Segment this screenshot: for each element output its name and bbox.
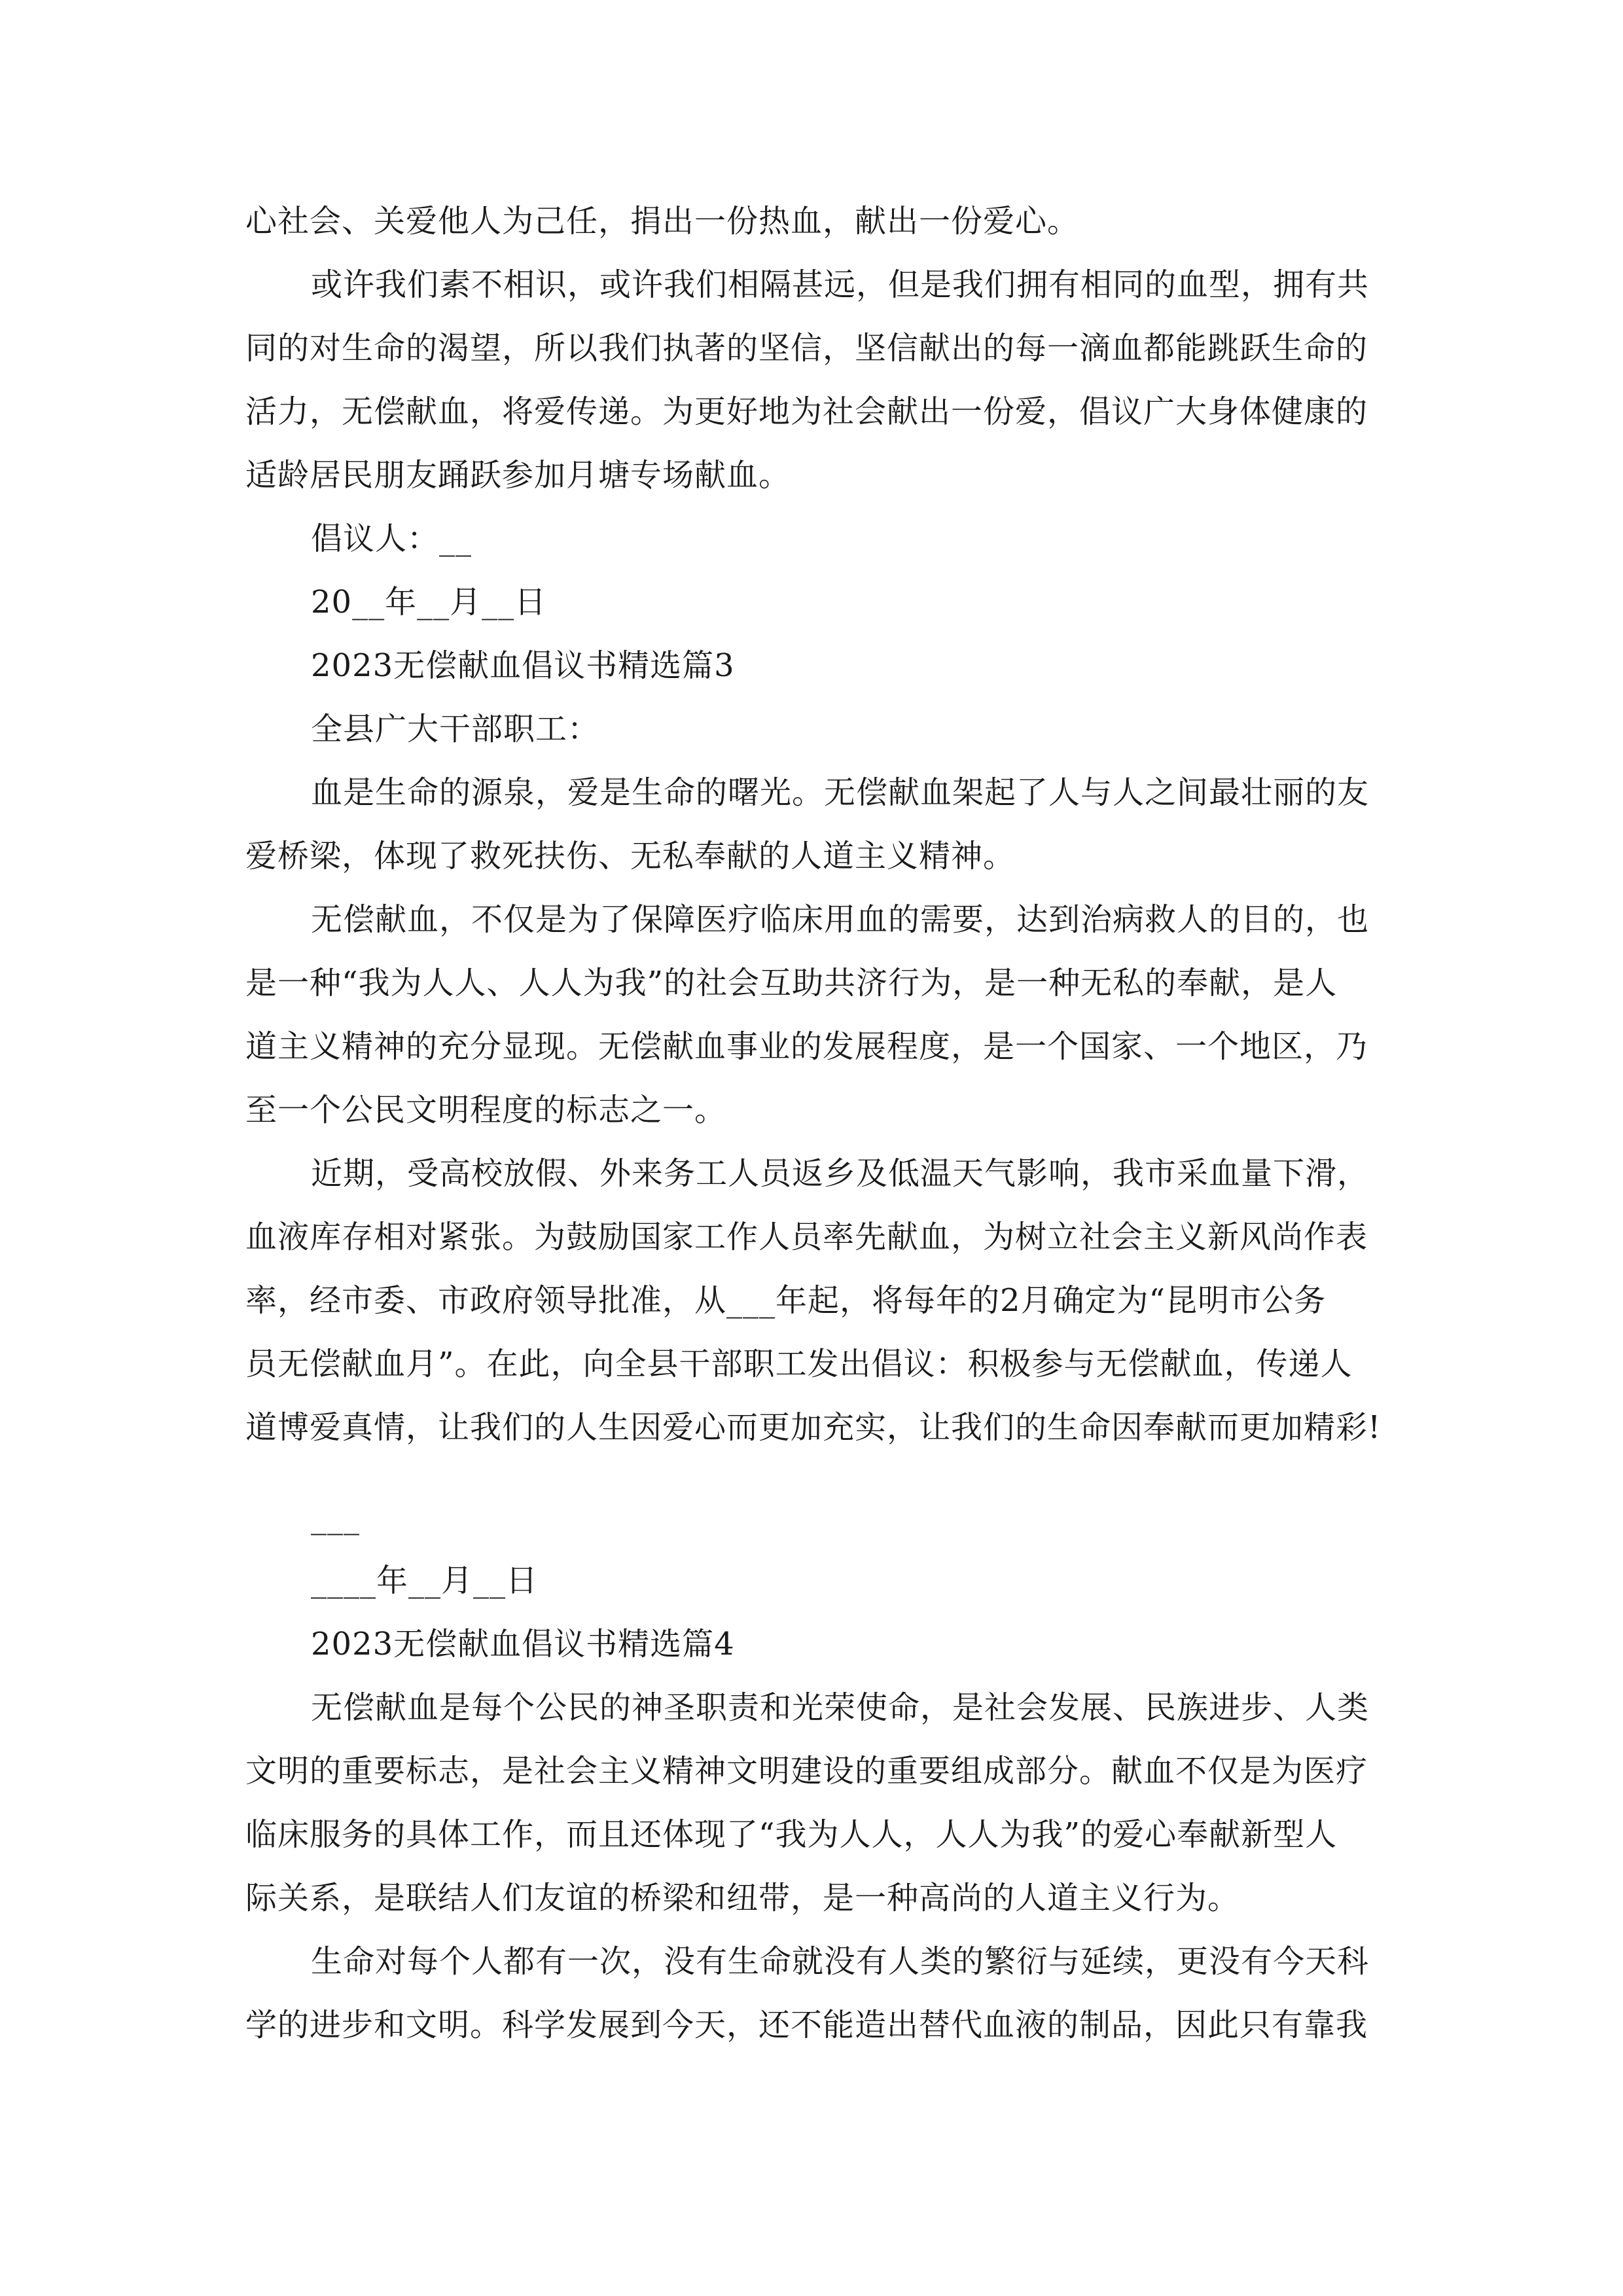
paragraph-line: 临床服务的具体工作，而且还体现了“我为人人，人人为我”的爱心奉献新型人 bbox=[245, 1816, 1338, 1853]
paragraph-line: 道主义精神的充分显现。无偿献血事业的发展程度，是一个国家、一个地区，乃 bbox=[245, 1028, 1368, 1065]
section-title: 2023无偿献血倡议书精选篇3 bbox=[311, 647, 735, 684]
salutation: 全县广大干部职工： bbox=[311, 711, 600, 747]
date-line: 20__年__月__日 bbox=[311, 584, 547, 620]
paragraph-line: 血液库存相对紧张。为鼓励国家工作人员率先献血，为树立社会主义新风尚作表 bbox=[245, 1219, 1368, 1255]
paragraph-line: 至一个公民文明程度的标志之一。 bbox=[245, 1092, 727, 1128]
paragraph-line: 率，经市委、市政府领导批准，从___年起，将每年的2月确定为“昆明市公务 bbox=[245, 1282, 1327, 1319]
paragraph-line: 适龄居民朋友踊跃参加月塘专场献血。 bbox=[245, 457, 791, 493]
paragraph-line: 学的进步和文明。科学发展到今天，还不能造出替代血液的制品，因此只有靠我 bbox=[245, 2007, 1368, 2043]
paragraph-line: 员无偿献血月”。在此，向全县干部职工发出倡议：积极参与无偿献血，传递人 bbox=[245, 1346, 1353, 1382]
paragraph-line: 活力，无偿献血，将爱传递。为更好地为社会献出一份爱，倡议广大身体健康的 bbox=[245, 393, 1368, 430]
paragraph-line: 道博爱真情，让我们的人生因爱心而更加充实，让我们的生命因奉献而更加精彩! bbox=[245, 1409, 1382, 1446]
paragraph-line: 际关系，是联结人们友谊的桥梁和纽带，是一种高尚的人道主义行为。 bbox=[245, 1880, 1240, 1916]
section-title: 2023无偿献血倡议书精选篇4 bbox=[311, 1626, 735, 1662]
paragraph-line: 心社会、关爱他人为己任，捐出一份热血，献出一份爱心。 bbox=[245, 203, 1080, 240]
document-page bbox=[245, 190, 1384, 2057]
paragraph-line: 文明的重要标志，是社会主义精神文明建设的重要组成部分。献血不仅是为医疗 bbox=[245, 1753, 1368, 1789]
spacer bbox=[245, 1460, 1384, 1486]
signature-line: 倡议人：__ bbox=[311, 520, 473, 557]
paragraph-line: 血是生命的源泉，爱是生命的曙光。无偿献血架起了人与人之间最壮丽的友 bbox=[311, 774, 1370, 811]
signature-line: ___ bbox=[311, 1499, 360, 1535]
paragraph-line: 是一种“我为人人、人人为我”的社会互助共济行为，是一种无私的奉献，是人 bbox=[245, 965, 1338, 1001]
paragraph-line: 同的对生命的渴望，所以我们执著的坚信，坚信献出的每一滴血都能跳跃生命的 bbox=[245, 330, 1368, 367]
paragraph-line: 近期，受高校放假、外来务工人员返乡及低温天气影响，我市采血量下滑， bbox=[311, 1155, 1370, 1192]
date-line: ____年__月__日 bbox=[311, 1562, 539, 1599]
paragraph-line: 爱桥梁，体现了救死扶伤、无私奉献的人道主义精神。 bbox=[245, 838, 1016, 874]
paragraph-line: 生命对每个人都有一次，没有生命就没有人类的繁衍与延续，更没有今天科 bbox=[311, 1943, 1370, 1980]
paragraph-line: 或许我们素不相识，或许我们相隔甚远，但是我们拥有相同的血型，拥有共 bbox=[311, 266, 1370, 303]
paragraph-line: 无偿献血，不仅是为了保障医疗临床用血的需要，达到治病救人的目的，也 bbox=[311, 901, 1370, 938]
paragraph-line: 无偿献血是每个公民的神圣职责和光荣使命，是社会发展、民族进步、人类 bbox=[311, 1689, 1370, 1726]
